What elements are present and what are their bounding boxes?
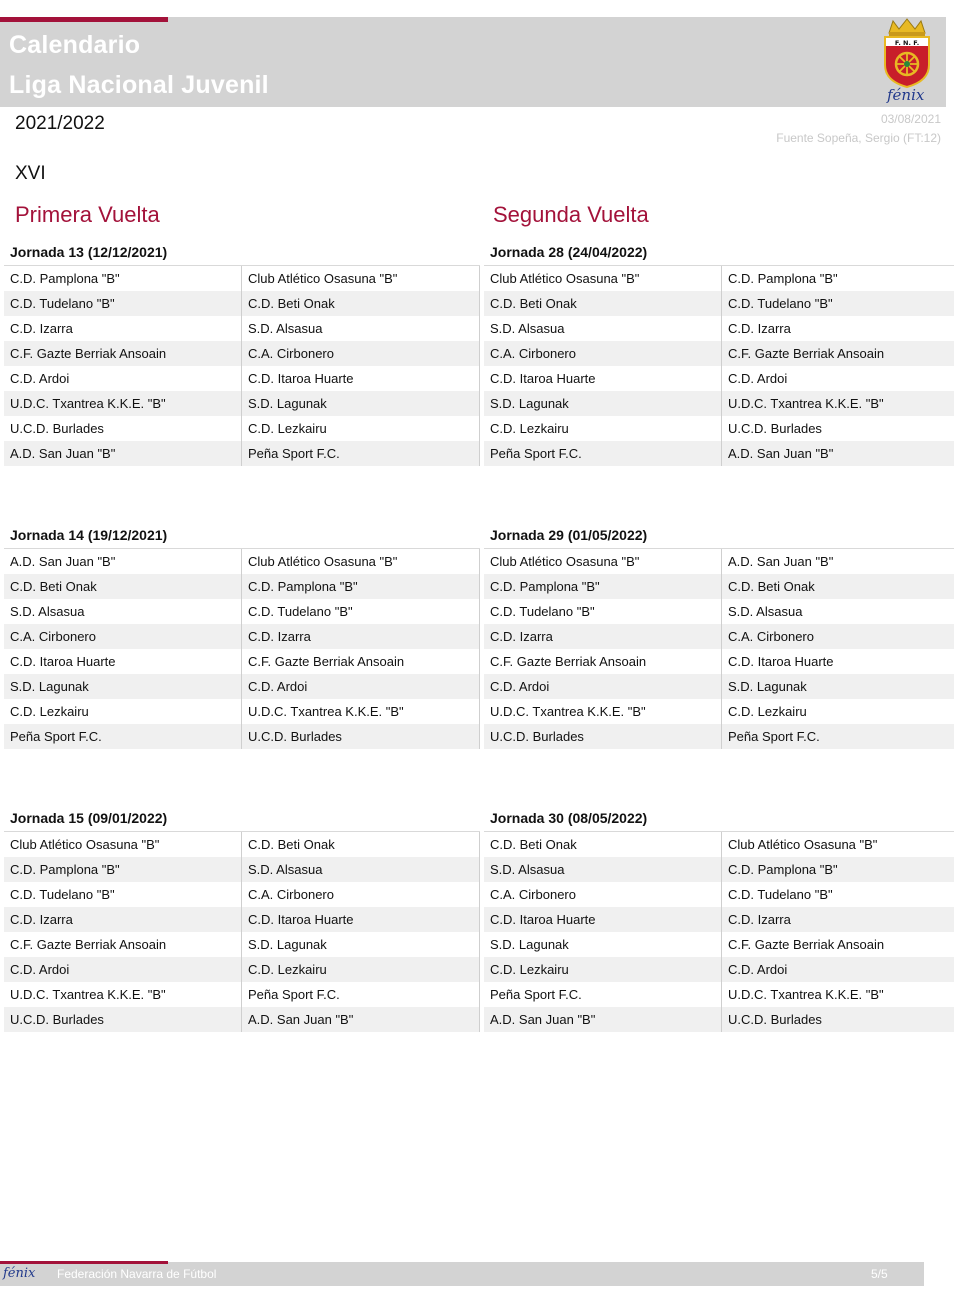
jornada-title: Jornada 13 (12/12/2021) — [4, 239, 480, 266]
match-row — [484, 441, 954, 466]
home-team: C.D. Pamplona "B" — [4, 857, 242, 882]
home-team: C.D. Beti Onak — [4, 574, 242, 599]
match-row — [484, 599, 954, 624]
home-team: Club Atlético Osasuna "B" — [4, 832, 242, 857]
home-team: C.D. Beti Onak — [484, 832, 722, 857]
home-team: S.D. Lagunak — [484, 391, 722, 416]
home-team: C.D. Pamplona "B" — [4, 266, 242, 291]
away-team: C.F. Gazte Berriak Ansoain — [728, 937, 885, 952]
away-team: C.D. Tudelano "B" — [242, 599, 480, 624]
home-team: C.D. Tudelano "B" — [4, 291, 242, 316]
home-team: C.F. Gazte Berriak Ansoain — [484, 649, 722, 674]
match-row — [4, 549, 480, 574]
match-row — [4, 599, 480, 624]
home-team: Club Atlético Osasuna "B" — [484, 549, 722, 574]
away-team: Peña Sport F.C. — [722, 724, 954, 749]
fixtures-table — [484, 266, 954, 466]
jornada-block — [484, 805, 954, 1032]
away-team: U.C.D. Burlades — [722, 1007, 954, 1032]
match-row — [4, 857, 480, 882]
jornada-block — [4, 805, 480, 1032]
match-row — [4, 316, 480, 341]
away-team: C.D. Lezkairu — [242, 416, 480, 441]
season-label: 2021/2022 — [15, 113, 105, 134]
home-team: C.D. Beti Onak — [484, 291, 722, 316]
away-team: A.D. San Juan "B" — [242, 1007, 480, 1032]
home-team: U.D.C. Txantrea K.K.E. "B" — [484, 699, 722, 724]
home-team: C.A. Cirbonero — [484, 882, 722, 907]
phase-title-first: Primera Vuelta — [15, 202, 160, 227]
home-team: S.D. Alsasua — [484, 857, 722, 882]
away-team: C.D. Beti Onak — [242, 291, 480, 316]
home-team: Club Atlético Osasuna "B" — [484, 266, 722, 291]
away-team: C.D. Izarra — [242, 624, 480, 649]
crest-initials: F. N. F. — [894, 39, 920, 47]
document-title: Calendario — [9, 31, 141, 59]
home-team: C.D. Itaroa Huarte — [484, 907, 722, 932]
match-row — [484, 549, 954, 574]
match-row — [4, 724, 480, 749]
away-team: Club Atlético Osasuna "B" — [242, 266, 480, 291]
away-team: C.D. Lezkairu — [242, 957, 480, 982]
match-row — [484, 982, 954, 1007]
match-row — [484, 366, 954, 391]
match-row — [484, 341, 954, 366]
match-row — [484, 291, 954, 316]
home-team: C.D. Tudelano "B" — [484, 599, 722, 624]
fixtures-table — [4, 549, 480, 749]
match-row — [484, 907, 954, 932]
home-team: C.D. Izarra — [4, 907, 242, 932]
home-team: S.D. Alsasua — [4, 599, 242, 624]
away-team: U.D.C. Txantrea K.K.E. "B" — [242, 699, 480, 724]
match-row — [4, 624, 480, 649]
away-team: U.C.D. Burlades — [242, 724, 480, 749]
away-team: C.A. Cirbonero — [242, 341, 480, 366]
away-team: U.C.D. Burlades — [728, 421, 822, 436]
home-team: C.D. Izarra — [4, 316, 242, 341]
away-team: S.D. Lagunak — [242, 391, 480, 416]
header-accent-bar — [0, 17, 168, 22]
away-team: S.D. Alsasua — [728, 604, 803, 619]
home-team: C.D. Ardoi — [484, 674, 722, 699]
away-team: Peña Sport F.C. — [242, 441, 480, 466]
away-team: C.D. Tudelano "B" — [728, 887, 833, 902]
home-team: U.C.D. Burlades — [484, 724, 722, 749]
home-team: Peña Sport F.C. — [484, 982, 722, 1007]
home-team: S.D. Lagunak — [4, 674, 242, 699]
away-team: C.D. Izarra — [728, 321, 791, 336]
home-team: S.D. Alsasua — [484, 316, 722, 341]
match-row — [4, 882, 480, 907]
match-row — [4, 957, 480, 982]
home-team: C.D. Ardoi — [4, 366, 242, 391]
jornada-block — [4, 239, 480, 466]
match-row — [4, 674, 480, 699]
match-row — [484, 624, 954, 649]
home-team: C.F. Gazte Berriak Ansoain — [4, 341, 242, 366]
match-row — [484, 882, 954, 907]
match-row — [4, 266, 480, 291]
match-row — [4, 341, 480, 366]
home-team: Peña Sport F.C. — [4, 724, 242, 749]
match-row — [4, 366, 480, 391]
footer-organization: Federación Navarra de Fútbol — [57, 1267, 217, 1281]
home-team: C.D. Tudelano "B" — [4, 882, 242, 907]
jornada-title: Jornada 15 (09/01/2022) — [4, 805, 480, 832]
match-row — [484, 316, 954, 341]
match-row — [4, 907, 480, 932]
fixtures-table — [484, 832, 954, 1032]
away-team: C.D. Lezkairu — [728, 704, 807, 719]
home-team: Peña Sport F.C. — [484, 441, 722, 466]
home-team: C.D. Ardoi — [4, 957, 242, 982]
away-team: A.D. San Juan "B" — [728, 554, 834, 569]
home-team: C.D. Izarra — [484, 624, 722, 649]
away-team: C.F. Gazte Berriak Ansoain — [722, 341, 954, 366]
home-team: U.D.C. Txantrea K.K.E. "B" — [4, 982, 242, 1007]
away-team: C.D. Beti Onak — [722, 574, 954, 599]
away-team: Club Atlético Osasuna "B" — [242, 549, 480, 574]
match-row — [484, 391, 954, 416]
match-row — [4, 416, 480, 441]
match-row — [4, 441, 480, 466]
away-team: C.D. Izarra — [722, 907, 954, 932]
match-row — [484, 574, 954, 599]
match-row — [484, 932, 954, 957]
footer-accent-bar — [0, 1261, 168, 1264]
jornada-block — [484, 239, 954, 466]
away-team: C.F. Gazte Berriak Ansoain — [242, 649, 480, 674]
home-team: C.D. Itaroa Huarte — [4, 649, 242, 674]
fenix-logo-text: fénix — [887, 86, 925, 104]
match-row — [484, 649, 954, 674]
match-row — [484, 857, 954, 882]
away-team: C.D. Itaroa Huarte — [728, 654, 834, 669]
match-row — [484, 957, 954, 982]
jornada-title: Jornada 29 (01/05/2022) — [484, 522, 954, 549]
phase-title-second: Segunda Vuelta — [493, 202, 649, 227]
home-team: C.D. Pamplona "B" — [484, 574, 722, 599]
fixtures-table — [4, 266, 480, 466]
home-team: C.D. Lezkairu — [484, 416, 722, 441]
away-team: C.D. Pamplona "B" — [722, 857, 954, 882]
jornada-block — [484, 522, 954, 749]
away-team: S.D. Alsasua — [242, 316, 480, 341]
match-row — [484, 832, 954, 857]
away-team: Club Atlético Osasuna "B" — [728, 837, 878, 852]
away-team: C.D. Itaroa Huarte — [242, 907, 480, 932]
away-team: C.D. Pamplona "B" — [728, 271, 838, 286]
match-row — [484, 1007, 954, 1032]
home-team: U.D.C. Txantrea K.K.E. "B" — [4, 391, 242, 416]
match-row — [4, 391, 480, 416]
away-team: Peña Sport F.C. — [242, 982, 480, 1007]
match-row — [484, 699, 954, 724]
competition-title: Liga Nacional Juvenil — [9, 71, 269, 99]
away-team: C.A. Cirbonero — [722, 624, 954, 649]
home-team: U.C.D. Burlades — [4, 416, 242, 441]
match-row — [4, 832, 480, 857]
jornada-title: Jornada 14 (19/12/2021) — [4, 522, 480, 549]
jornada-title: Jornada 30 (08/05/2022) — [484, 805, 954, 832]
match-row — [4, 1007, 480, 1032]
match-row — [484, 724, 954, 749]
match-row — [484, 416, 954, 441]
home-team: A.D. San Juan "B" — [4, 549, 242, 574]
match-row — [4, 649, 480, 674]
jornada-title: Jornada 28 (24/04/2022) — [484, 239, 954, 266]
home-team: C.D. Itaroa Huarte — [484, 366, 722, 391]
home-team: U.C.D. Burlades — [4, 1007, 242, 1032]
away-team: C.D. Ardoi — [242, 674, 480, 699]
footer-fenix-logo: fénix — [3, 1266, 36, 1281]
match-row — [4, 699, 480, 724]
match-row — [4, 291, 480, 316]
page-number: 5/5 — [871, 1267, 888, 1281]
home-team: A.D. San Juan "B" — [484, 1007, 722, 1032]
away-team: C.A. Cirbonero — [242, 882, 480, 907]
fixtures-table — [4, 832, 480, 1032]
away-team: C.D. Pamplona "B" — [242, 574, 480, 599]
match-row — [484, 266, 954, 291]
away-team: C.D. Tudelano "B" — [722, 291, 954, 316]
match-row — [4, 574, 480, 599]
home-team: C.A. Cirbonero — [4, 624, 242, 649]
match-row — [4, 982, 480, 1007]
away-team: C.D. Itaroa Huarte — [242, 366, 480, 391]
jornada-block — [4, 522, 480, 749]
away-team: A.D. San Juan "B" — [722, 441, 954, 466]
home-team: S.D. Lagunak — [484, 932, 722, 957]
print-date: 03/08/2021 — [880, 112, 941, 126]
away-team: U.D.C. Txantrea K.K.E. "B" — [722, 391, 954, 416]
home-team: C.A. Cirbonero — [484, 341, 722, 366]
away-team: C.D. Beti Onak — [242, 832, 480, 857]
away-team: C.D. Ardoi — [728, 371, 788, 386]
away-team: S.D. Alsasua — [242, 857, 480, 882]
print-user: Fuente Sopeña, Sergio (FT:12) — [776, 131, 941, 145]
away-team: S.D. Lagunak — [722, 674, 954, 699]
group-label: XVI — [15, 163, 46, 184]
match-row — [484, 674, 954, 699]
home-team: A.D. San Juan "B" — [4, 441, 242, 466]
home-team: C.F. Gazte Berriak Ansoain — [4, 932, 242, 957]
away-team: C.D. Ardoi — [722, 957, 954, 982]
away-team: U.D.C. Txantrea K.K.E. "B" — [728, 987, 884, 1002]
match-row — [4, 932, 480, 957]
home-team: C.D. Lezkairu — [4, 699, 242, 724]
fixtures-table — [484, 549, 954, 749]
away-team: S.D. Lagunak — [242, 932, 480, 957]
home-team: C.D. Lezkairu — [484, 957, 722, 982]
